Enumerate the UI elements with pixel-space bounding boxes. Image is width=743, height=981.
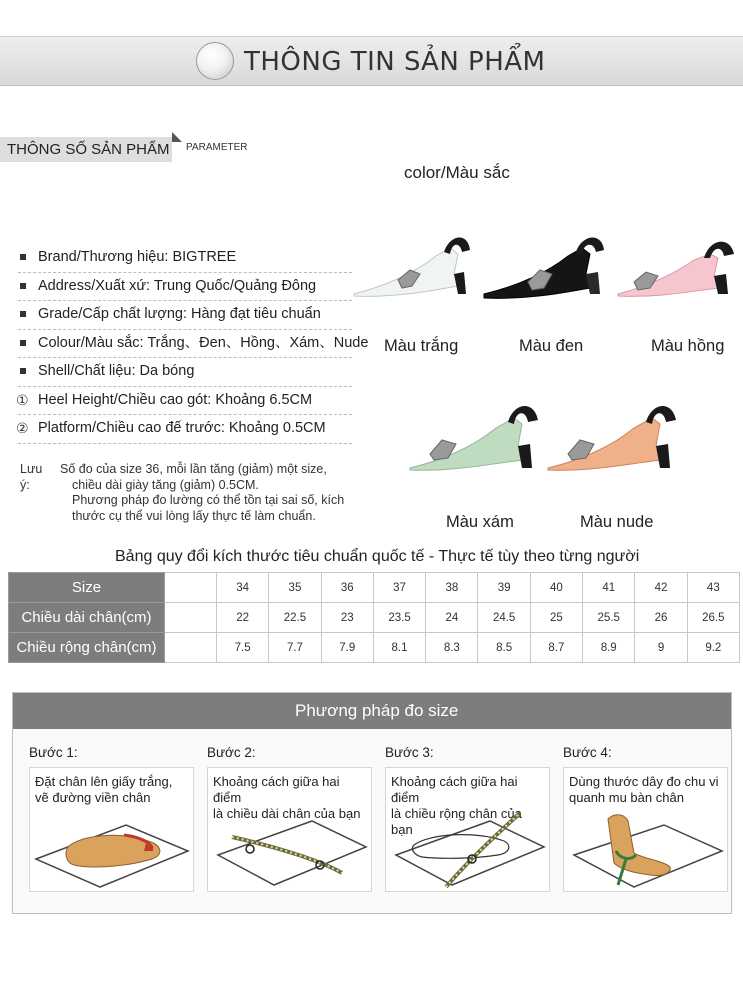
shoe-black-image [478,228,608,304]
square-bullet-icon [20,311,26,317]
measure-method-header [13,693,731,729]
spec-number-marker: ① [16,391,29,408]
table-cell: 41 [583,573,635,603]
measure-method-title: Phương pháp đo size [295,701,459,720]
table-cell: 40 [530,573,582,603]
table-cell: 24 [426,603,478,633]
color-label-black: Màu đen [519,337,584,355]
table-cell: 7.7 [269,633,321,663]
step-desc-line: quanh mu bàn chân [569,790,684,805]
spec-text: Brand/Thương hiệu: BIGTREE [38,249,237,265]
spec-text: Heel Height/Chiều cao gót: Khoảng 6.5CM [38,391,313,408]
step-image [385,807,550,892]
step-title: Bước 4: [563,745,612,760]
table-cell: 22.5 [269,603,321,633]
shoe-white-image [346,228,476,304]
parameter-heading-text: THÔNG SỐ SẢN PHẨM [7,141,170,158]
square-bullet-icon [20,283,26,289]
table-cell: 22 [217,603,269,633]
section-banner [0,36,743,86]
table-cell: 9 [635,633,687,663]
note-line: chiều dài giày tăng (giảm) 0.5CM. [72,477,259,492]
step-title: Bước 1: [29,745,78,760]
spec-item [18,358,352,387]
note-body [60,462,360,524]
table-cell: 9.2 [687,633,739,663]
step-image [29,807,194,892]
note-line: thước cụ thể vui lòng lấy thực tế làm chuẩn. [72,508,316,523]
table-cell: 8.1 [373,633,425,663]
spec-text: Colour/Màu sắc: Trắng、Đen、Hồng、Xám、Nude [38,334,369,351]
spec-text: Shell/Chất liệu: Da bóng [38,363,195,379]
measure-step-3 [385,745,550,892]
spec-item [18,330,369,359]
table-cell: 23.5 [373,603,425,633]
color-label-white: Màu trắng [384,337,459,355]
table-cell [165,603,217,633]
width-ruler-icon [386,807,549,891]
color-label-pink: Màu hồng [651,337,725,355]
spec-item [18,301,352,330]
size-table [8,572,740,663]
corner-triangle-icon [172,132,182,142]
step-description [563,767,728,807]
table-cell [165,633,217,663]
spec-item [18,244,352,273]
table-cell: 8.9 [583,633,635,663]
measure-step-4 [563,745,728,892]
table-cell: 8.5 [478,633,530,663]
table-row [9,603,740,633]
table-cell: 39 [478,573,530,603]
step-desc-line: vẽ đường viền chân [35,790,151,805]
table-cell: 38 [426,573,478,603]
table-cell: 42 [635,573,687,603]
step-title: Bước 3: [385,745,434,760]
shoe-nude-image [542,392,682,476]
table-row [9,633,740,663]
spec-text: Platform/Chiều cao đế trước: Khoảng 0.5CM [38,420,326,436]
step-description [29,767,194,807]
table-cell: 7.9 [321,633,373,663]
step-title: Bước 2: [207,745,256,760]
square-bullet-icon [20,368,26,374]
row-header: Chiều rộng chân(cm) [9,633,165,663]
step-desc-line: Đặt chân lên giấy trắng, [35,774,173,789]
shoe-pink-image [612,228,742,304]
table-cell: 36 [321,573,373,603]
step-description [207,767,372,807]
measure-step-2 [207,745,372,892]
color-title: color/Màu sắc [404,163,510,182]
step-image [563,807,728,892]
parameter-heading [0,137,172,162]
length-ruler-icon [208,807,371,891]
spec-text: Grade/Cấp chất lượng: Hàng đạt tiêu chuẩn [38,306,321,322]
step-desc-line: Dùng thước dây đo chu vi [569,774,719,789]
note-line: Phương pháp đo lường có thể tồn tại sai số, kích [72,493,345,507]
spec-number-marker: ② [16,420,29,436]
spec-text: Address/Xuất xứ: Trung Quốc/Quảng Đông [38,277,317,294]
table-cell: 25 [530,603,582,633]
spec-list [16,244,369,444]
measure-method-section [12,692,732,914]
shoe-gray-image [404,392,544,476]
parameter-subheading: PARAMETER [186,142,248,153]
table-cell: 43 [687,573,739,603]
table-cell: 26.5 [687,603,739,633]
table-cell: 7.5 [217,633,269,663]
step-image [207,807,372,892]
tape-measure-foot-icon [564,807,727,891]
table-cell: 34 [217,573,269,603]
spec-item [18,273,352,302]
banner-circle-icon [196,42,234,80]
table-cell: 37 [373,573,425,603]
foot-outline-icon [30,807,193,891]
color-label-nude: Màu nude [580,513,654,531]
table-cell: 8.3 [426,633,478,663]
note-line: Số đo của size 36, mỗi lần tăng (giảm) một size, [60,462,327,476]
row-header: Size [9,573,165,603]
color-label-gray: Màu xám [446,513,514,531]
note-label: Lưu ý: [20,462,43,492]
step-description [385,767,550,807]
spec-item [18,415,352,444]
measure-step-1 [29,745,194,892]
table-cell: 26 [635,603,687,633]
spec-item [18,387,352,416]
table-cell [165,573,217,603]
table-cell: 25.5 [583,603,635,633]
banner-title: THÔNG TIN SẢN PHẨM [244,47,546,77]
table-row [9,573,740,603]
row-header: Chiều dài chân(cm) [9,603,165,633]
square-bullet-icon [20,340,26,346]
square-bullet-icon [20,254,26,260]
size-table-caption: Bảng quy đổi kích thước tiêu chuẩn quốc tế - Thực tế tùy theo từng người [115,548,640,565]
table-cell: 24.5 [478,603,530,633]
table-cell: 35 [269,573,321,603]
step-desc-line: Khoảng cách giữa hai điểm [391,774,518,805]
table-cell: 23 [321,603,373,633]
table-cell: 8.7 [530,633,582,663]
step-desc-line: Khoảng cách giữa hai điểm [213,774,340,805]
